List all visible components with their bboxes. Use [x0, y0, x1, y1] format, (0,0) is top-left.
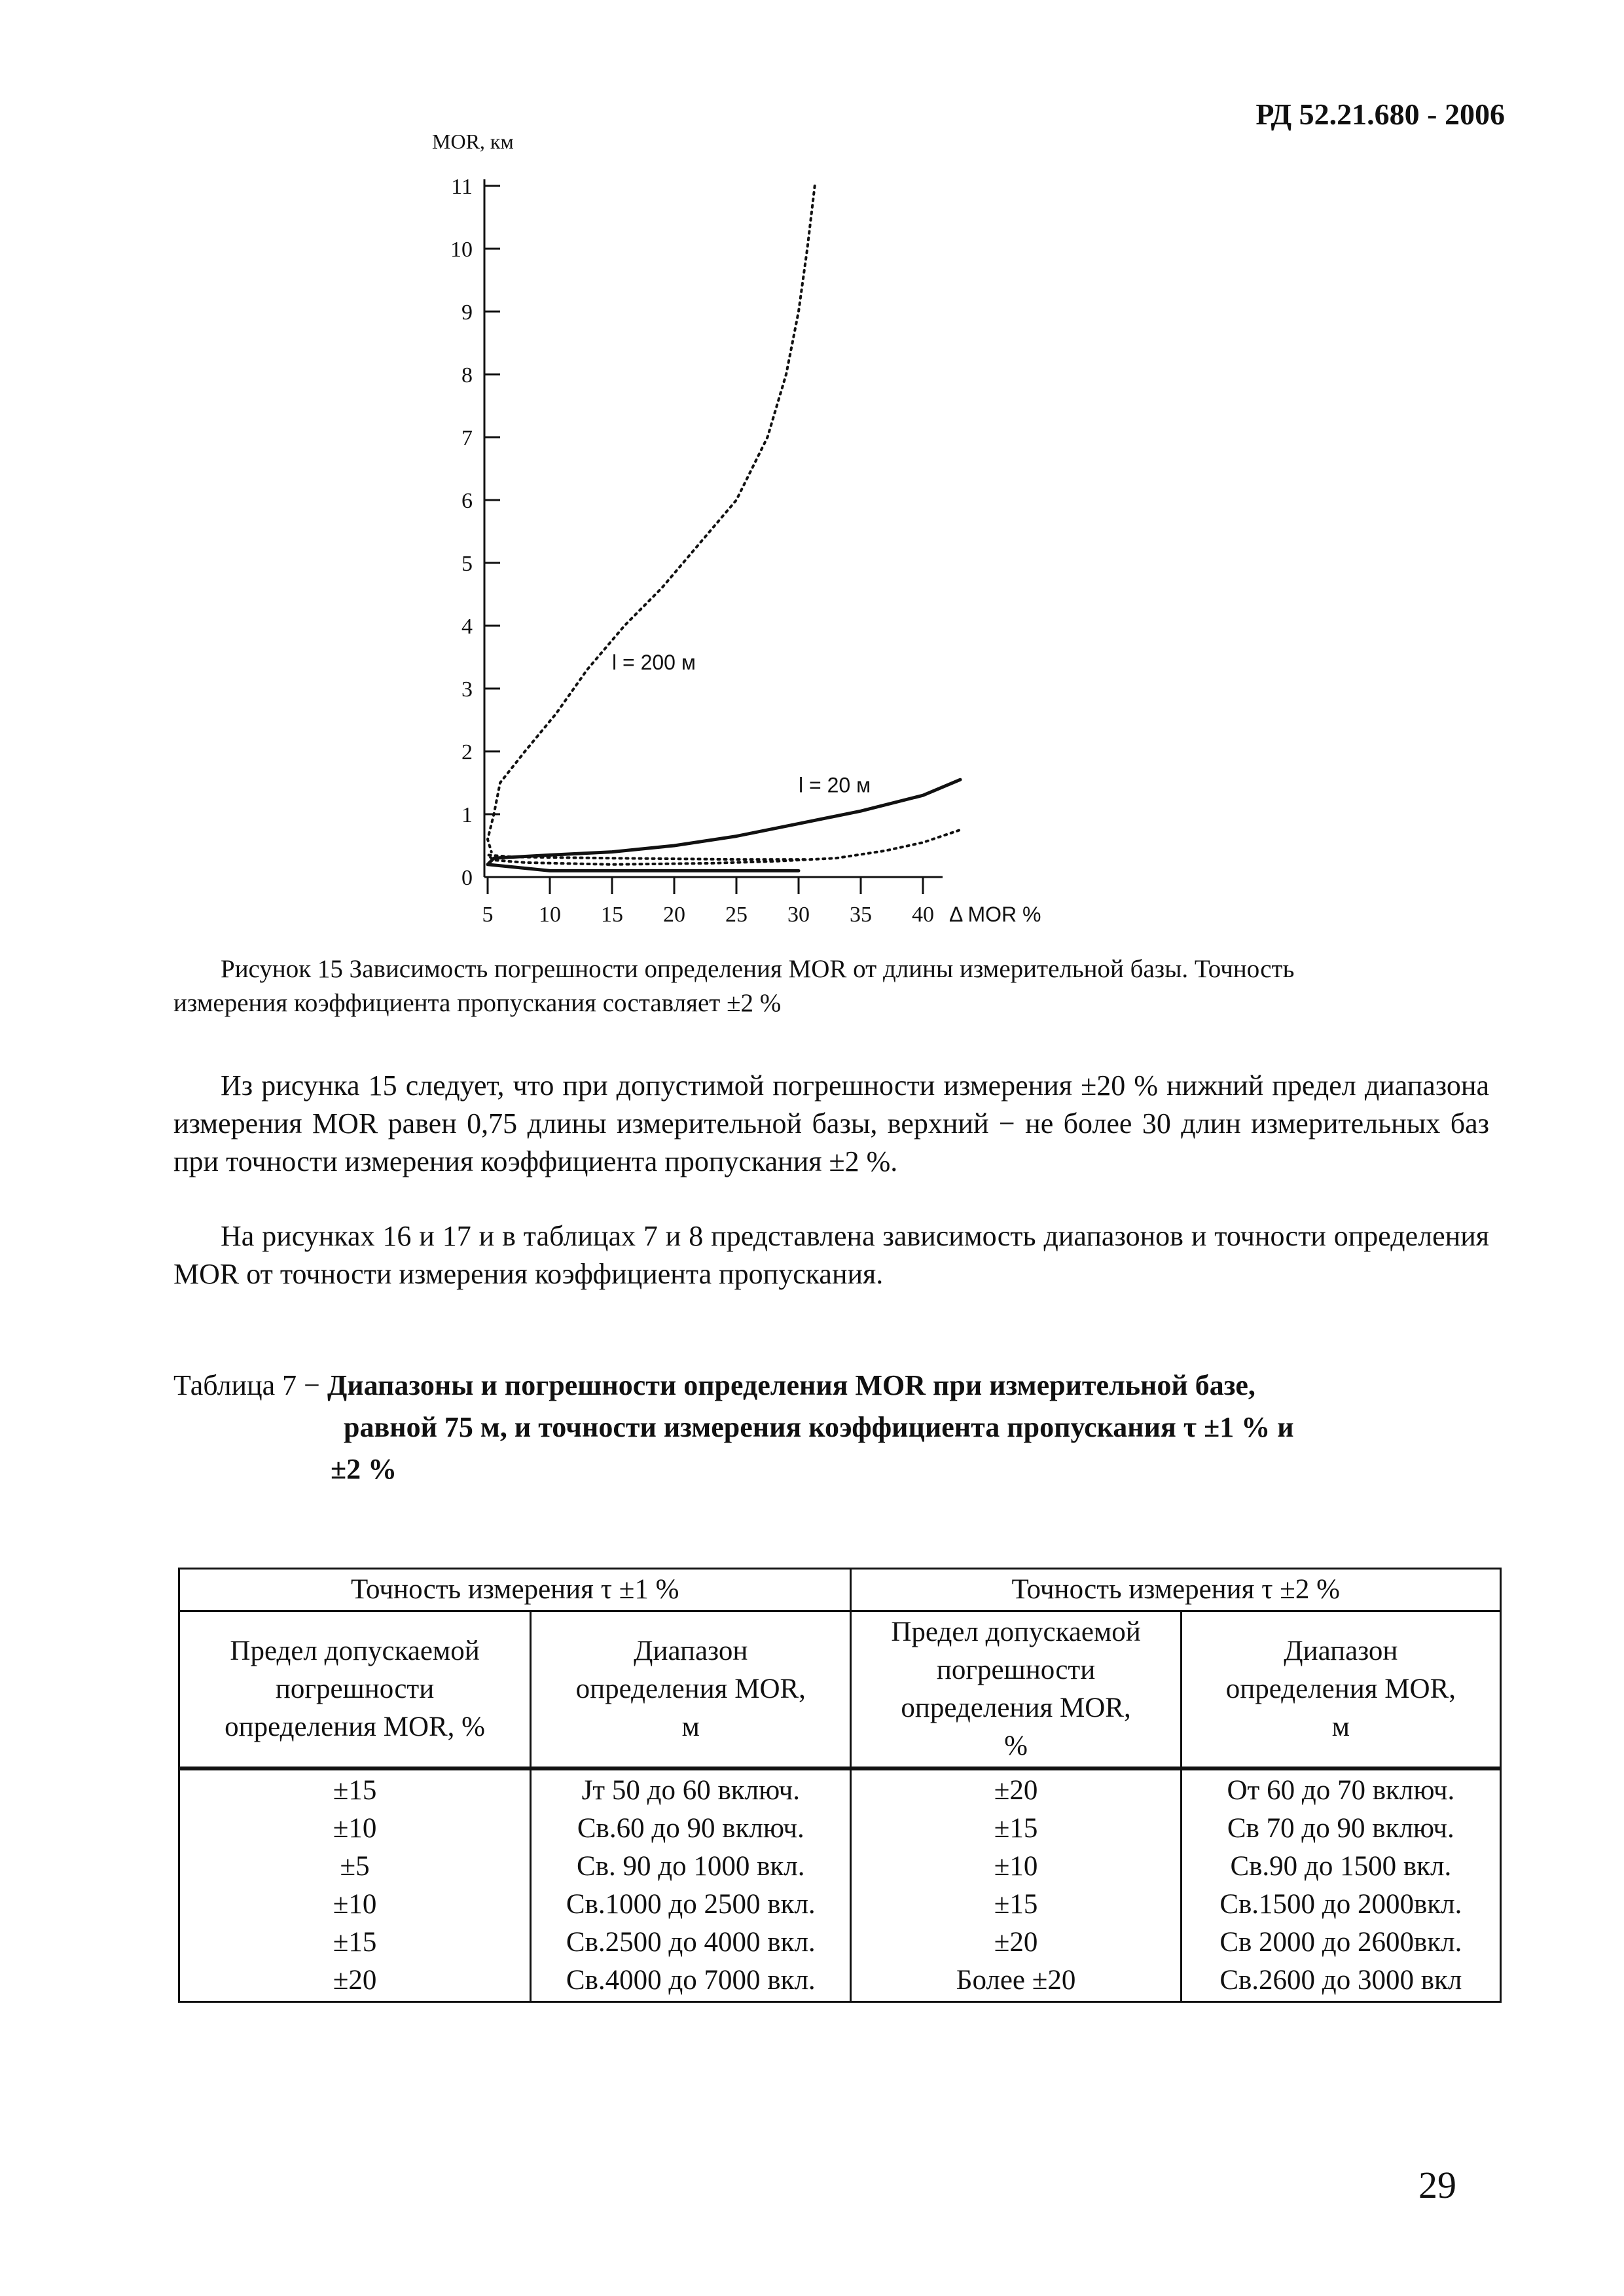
x-tick-label: 10 — [539, 903, 561, 927]
sub-header-text: м — [1331, 1712, 1350, 1742]
figure-caption — [173, 952, 1489, 1020]
table-caption-line1: Диапазоны и погрешности определения MOR при измерительной базе, — [327, 1369, 1255, 1401]
sub-header-text: м — [681, 1712, 700, 1742]
y-tick-label: 7 — [461, 426, 473, 450]
figure-caption-line2: измерения коэффициента пропускания составляет ±2 % — [173, 989, 782, 1017]
group-header-tau-1: Точность измерения τ ±1 % — [179, 1569, 851, 1611]
table-cell: Jт 50 до 60 включ. — [581, 1775, 800, 1806]
col-range-1 — [531, 1768, 851, 2002]
sub-header-text: погрешности — [275, 1674, 435, 1704]
table-cell: ±15 — [333, 1927, 377, 1958]
table-caption-prefix: Таблица 7 − — [173, 1369, 327, 1401]
y-axis-label: MOR, км — [432, 130, 514, 153]
document-code: РД 52.21.680 - 2006 — [1255, 98, 1505, 131]
table-cell: ±20 — [333, 1965, 377, 1996]
table-cell: ±10 — [994, 1851, 1038, 1882]
sub-header-error-limit-2 — [851, 1611, 1181, 1769]
y-tick-label: 0 — [461, 866, 473, 890]
table-cell: Св. 90 до 1000 вкл. — [577, 1851, 805, 1882]
series-label-l200: l = 200 м — [612, 651, 696, 675]
table-cell: ±10 — [333, 1813, 377, 1844]
table-cell: ±15 — [333, 1775, 377, 1806]
table-cell: ±10 — [333, 1889, 377, 1920]
sub-header-text: Предел допускаемой — [230, 1636, 480, 1666]
x-tick-label: 20 — [663, 903, 685, 927]
figure-15 — [393, 121, 1178, 933]
table-cell: Св.90 до 1500 вкл. — [1230, 1851, 1452, 1882]
x-tick-label: 40 — [912, 903, 934, 927]
sub-header-text: определения MOR, % — [225, 1712, 486, 1742]
sub-header-text: погрешности — [936, 1655, 1096, 1685]
series-line-l200-upper — [488, 186, 815, 852]
table-body-row — [179, 1768, 1501, 2002]
figure-caption-line1: Рисунок 15 Зависимость погрешности определения MOR от длины измерительной базы. Точность — [221, 955, 1295, 983]
table-cell: От 60 до 70 включ. — [1227, 1775, 1455, 1806]
x-tick-label: 35 — [850, 903, 872, 927]
table-cell: Более ±20 — [956, 1965, 1076, 1996]
sub-header-text: Диапазон — [634, 1636, 748, 1666]
series-line-l200-lower — [488, 830, 960, 865]
x-tick-label: 15 — [601, 903, 623, 927]
table-cell: Св 70 до 90 включ. — [1227, 1813, 1454, 1844]
y-tick-label: 2 — [461, 740, 473, 764]
y-tick-label: 4 — [461, 615, 473, 639]
table-caption — [173, 1365, 1489, 1490]
table-cell: Св.4000 до 7000 вкл. — [566, 1965, 816, 1996]
y-tick-label: 9 — [461, 300, 473, 325]
y-tick-label: 3 — [461, 677, 473, 702]
mor-error-chart — [393, 121, 1178, 933]
table-sub-header-row — [179, 1611, 1501, 1769]
x-axis-label: Δ MOR % — [949, 903, 1041, 926]
table-caption-line2: равной 75 м, и точности измерения коэффициента пропускания τ ±1 % и — [344, 1411, 1294, 1443]
paragraph-2: На рисунках 16 и 17 и в таблицах 7 и 8 представлена зависимость диапазонов и точности определения MOR от точности измерения коэффициента пропускания. — [173, 1220, 1489, 1290]
sub-header-text: Диапазон — [1284, 1636, 1398, 1666]
y-tick-label: 11 — [451, 175, 473, 199]
table-cell: Св.1000 до 2500 вкл. — [566, 1889, 816, 1920]
y-tick-label: 1 — [461, 803, 473, 827]
table-cell: ±15 — [994, 1889, 1038, 1920]
table-cell: Св 2000 до 2600вкл. — [1219, 1927, 1462, 1958]
table-cell: ±20 — [994, 1775, 1038, 1806]
x-tick-label: 5 — [482, 903, 494, 927]
x-tick-label: 25 — [725, 903, 748, 927]
paragraph-1: Из рисунка 15 следует, что при допустимой погрешности измерения ±20 % нижний предел диапазона измерения MOR равен 0,75 длины измерительной базы, верхний − не более 30 длин измерительных баз при точности измерения коэффициента пропускания ±2 %. — [173, 1069, 1489, 1177]
table-cell: ±20 — [994, 1927, 1038, 1958]
group-header-tau-2: Точность измерения τ ±2 % — [851, 1569, 1501, 1611]
sub-header-text: определения MOR, — [1225, 1674, 1456, 1704]
table-group-header-row — [179, 1569, 1501, 1611]
series-line-l20-upper — [550, 780, 960, 855]
sub-header-text: определения MOR, — [575, 1674, 806, 1704]
y-tick-label: 10 — [450, 238, 473, 262]
table-cell: ±15 — [994, 1813, 1038, 1844]
col-range-2 — [1181, 1768, 1500, 2002]
series-label-l20: l = 20 м — [799, 773, 871, 797]
page-number: 29 — [1418, 2164, 1456, 2206]
table-cell: Св.60 до 90 включ. — [577, 1813, 804, 1844]
sub-header-range-1 — [531, 1611, 851, 1769]
col-error-limit-1 — [179, 1768, 531, 2002]
table-cell: Св.2500 до 4000 вкл. — [566, 1927, 816, 1958]
table-7 — [178, 1568, 1502, 2003]
x-tick-label: 30 — [787, 903, 810, 927]
table-cell: ±5 — [340, 1851, 370, 1882]
table-caption-line3: ±2 % — [331, 1453, 397, 1485]
sub-header-text: Предел допускаемой — [891, 1617, 1141, 1647]
table-cell: Св.1500 до 2000вкл. — [1219, 1889, 1462, 1920]
sub-header-text: % — [1004, 1731, 1028, 1761]
sub-header-range-2 — [1181, 1611, 1500, 1769]
sub-header-text: определения MOR, — [901, 1693, 1131, 1723]
y-tick-label: 8 — [461, 363, 473, 387]
sub-header-error-limit-1 — [179, 1611, 531, 1769]
y-tick-label: 5 — [461, 552, 473, 576]
col-error-limit-2 — [851, 1768, 1181, 2002]
y-tick-label: 6 — [461, 489, 473, 513]
table-cell: Св.2600 до 3000 вкл — [1219, 1965, 1462, 1996]
